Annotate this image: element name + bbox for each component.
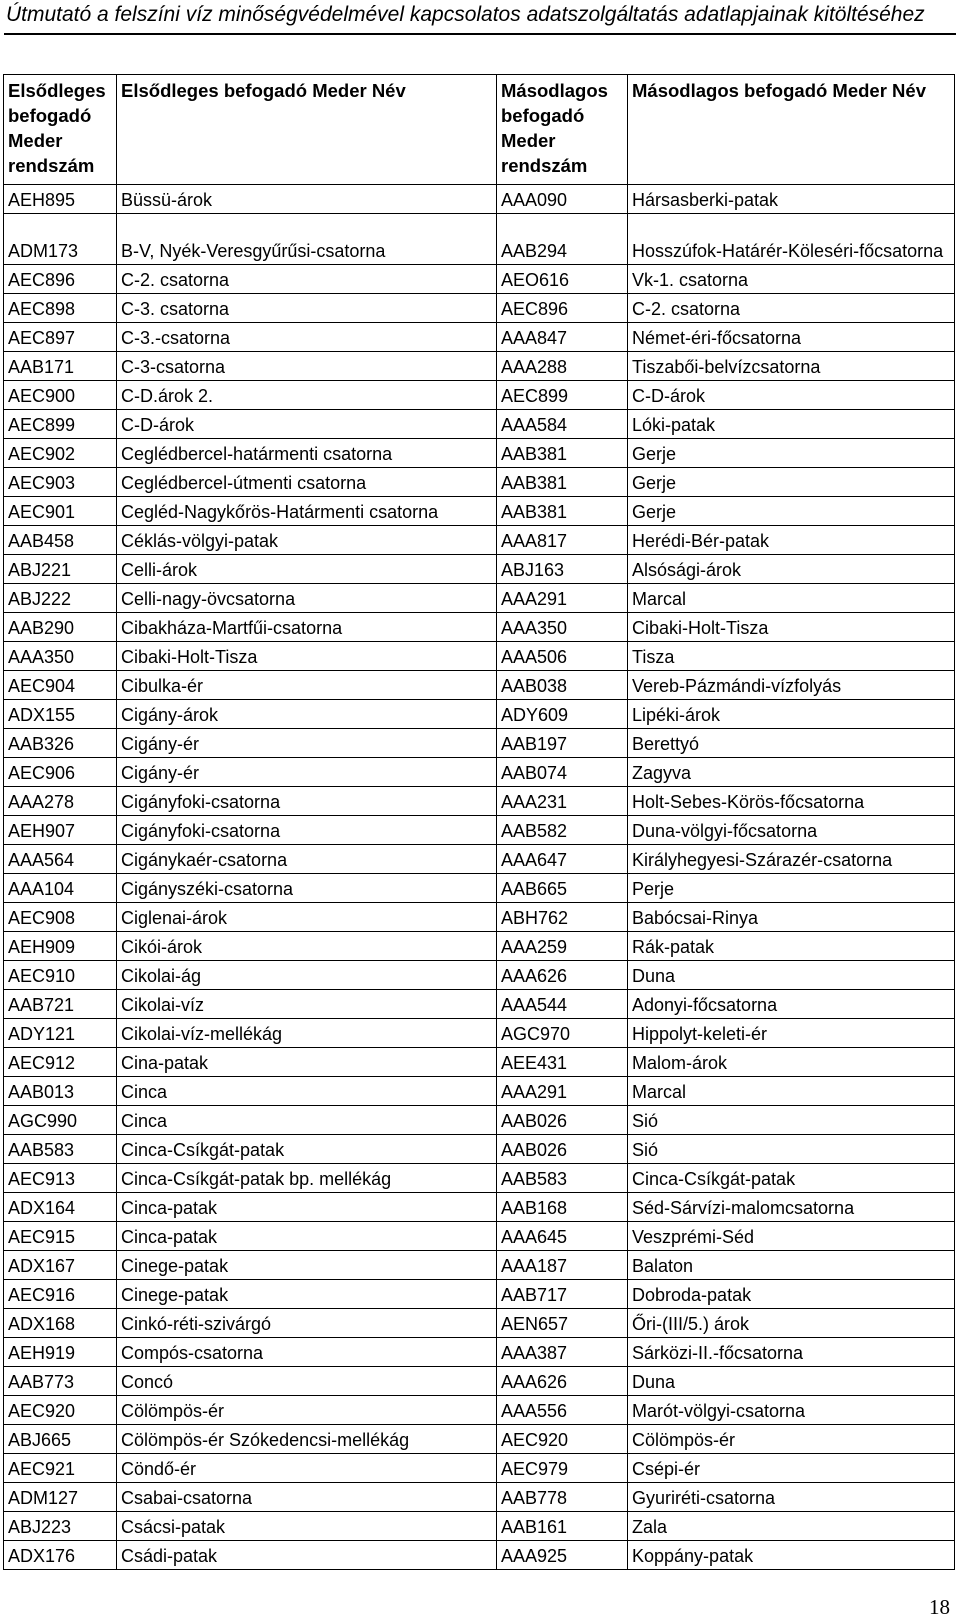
- primary-code-cell: AEC906: [4, 758, 117, 787]
- primary-code-cell: ADX168: [4, 1309, 117, 1338]
- primary-code-cell: ABJ223: [4, 1512, 117, 1541]
- secondary-name-cell: Duna: [628, 1367, 955, 1396]
- primary-code-cell: AEC913: [4, 1164, 117, 1193]
- secondary-name-cell: C-D-árok: [628, 381, 955, 410]
- primary-name-cell: C-2. csatorna: [117, 265, 497, 294]
- primary-code-cell: ADY121: [4, 1019, 117, 1048]
- primary-name-cell: Cinkó-réti-szivárgó: [117, 1309, 497, 1338]
- primary-name-cell: C-D.árok 2.: [117, 381, 497, 410]
- secondary-name-cell: Német-éri-főcsatorna: [628, 323, 955, 352]
- secondary-code-cell: AAA817: [497, 526, 628, 555]
- secondary-name-cell: Rák-patak: [628, 932, 955, 961]
- primary-code-cell: ABJ221: [4, 555, 117, 584]
- table-row: [4, 758, 955, 787]
- secondary-code-cell: AEE431: [497, 1048, 628, 1077]
- primary-code-cell: AEH907: [4, 816, 117, 845]
- secondary-name-cell: Zagyva: [628, 758, 955, 787]
- secondary-code-cell: AAB038: [497, 671, 628, 700]
- primary-name-cell: Ceglédbercel-határmenti csatorna: [117, 439, 497, 468]
- header-secondary-name: Másodlagos befogadó Meder Név: [628, 75, 955, 185]
- secondary-name-cell: Holt-Sebes-Körös-főcsatorna: [628, 787, 955, 816]
- table-row: [4, 874, 955, 903]
- secondary-code-cell: AEC896: [497, 294, 628, 323]
- secondary-name-cell: Vk-1. csatorna: [628, 265, 955, 294]
- table-row: [4, 1309, 955, 1338]
- secondary-name-cell: Babócsai-Rinya: [628, 903, 955, 932]
- primary-code-cell: AGC990: [4, 1106, 117, 1135]
- secondary-name-cell: Veszprémi-Séd: [628, 1222, 955, 1251]
- primary-code-cell: ABJ665: [4, 1425, 117, 1454]
- table-row: [4, 816, 955, 845]
- secondary-code-cell: AAB026: [497, 1135, 628, 1164]
- primary-name-cell: Ciglenai-árok: [117, 903, 497, 932]
- primary-name-cell: Concó: [117, 1367, 497, 1396]
- primary-code-cell: AEC898: [4, 294, 117, 323]
- primary-code-cell: AAA278: [4, 787, 117, 816]
- table-row: [4, 1541, 955, 1570]
- table-row: [4, 700, 955, 729]
- table-row: [4, 1077, 955, 1106]
- table-row: [4, 185, 955, 214]
- primary-name-cell: C-D-árok: [117, 410, 497, 439]
- secondary-code-cell: AEC920: [497, 1425, 628, 1454]
- primary-code-cell: AAA104: [4, 874, 117, 903]
- secondary-code-cell: ADY609: [497, 700, 628, 729]
- secondary-name-cell: Zala: [628, 1512, 955, 1541]
- secondary-name-cell: Gerje: [628, 497, 955, 526]
- secondary-code-cell: AAA291: [497, 584, 628, 613]
- secondary-name-cell: Sió: [628, 1135, 955, 1164]
- secondary-name-cell: Csépi-ér: [628, 1454, 955, 1483]
- secondary-code-cell: AEO616: [497, 265, 628, 294]
- primary-name-cell: Cegléd-Nagykőrös-Határmenti csatorna: [117, 497, 497, 526]
- table-row: [4, 1483, 955, 1512]
- primary-code-cell: AEC903: [4, 468, 117, 497]
- table-row: [4, 613, 955, 642]
- primary-code-cell: AEH909: [4, 932, 117, 961]
- secondary-name-cell: Lipéki-árok: [628, 700, 955, 729]
- secondary-code-cell: AAA350: [497, 613, 628, 642]
- table-row: [4, 729, 955, 758]
- primary-name-cell: Celli-árok: [117, 555, 497, 584]
- primary-code-cell: AEH919: [4, 1338, 117, 1367]
- primary-name-cell: B-V, Nyék-Veresgyűrűsi-csatorna: [117, 214, 497, 265]
- primary-code-cell: ADM127: [4, 1483, 117, 1512]
- table-row: [4, 1338, 955, 1367]
- table-row: [4, 294, 955, 323]
- table-row: [4, 1396, 955, 1425]
- primary-name-cell: Cigány-ér: [117, 758, 497, 787]
- secondary-code-cell: AAB074: [497, 758, 628, 787]
- secondary-name-cell: Gyuriréti-csatorna: [628, 1483, 955, 1512]
- primary-code-cell: AEH895: [4, 185, 117, 214]
- table-row: [4, 845, 955, 874]
- primary-name-cell: Büssü-árok: [117, 185, 497, 214]
- table-row: [4, 352, 955, 381]
- secondary-code-cell: AAB665: [497, 874, 628, 903]
- secondary-name-cell: Perje: [628, 874, 955, 903]
- document-header-title: Útmutató a felszíni víz minőségvédelmével kapcsolatos adatszolgáltatás adatlapjainak kitöltéséhez: [6, 3, 925, 26]
- secondary-name-cell: Őri-(III/5.) árok: [628, 1309, 955, 1338]
- secondary-code-cell: AAA387: [497, 1338, 628, 1367]
- table-row: [4, 1454, 955, 1483]
- secondary-name-cell: Hosszúfok-Határér-Köleséri-főcsatorna: [628, 214, 955, 265]
- table-row: [4, 1367, 955, 1396]
- table-row: [4, 1251, 955, 1280]
- table-row: [4, 787, 955, 816]
- primary-code-cell: AEC915: [4, 1222, 117, 1251]
- header-divider: [4, 33, 956, 35]
- secondary-code-cell: AAA288: [497, 352, 628, 381]
- primary-name-cell: Cigánykaér-csatorna: [117, 845, 497, 874]
- table-row: [4, 1193, 955, 1222]
- table-header-row: [4, 75, 955, 185]
- secondary-name-cell: Balaton: [628, 1251, 955, 1280]
- primary-code-cell: ADX167: [4, 1251, 117, 1280]
- secondary-name-cell: Sárközi-II.-főcsatorna: [628, 1338, 955, 1367]
- secondary-code-cell: AAA647: [497, 845, 628, 874]
- table-row: [4, 1106, 955, 1135]
- primary-name-cell: Ceglédbercel-útmenti csatorna: [117, 468, 497, 497]
- secondary-name-cell: Marót-völgyi-csatorna: [628, 1396, 955, 1425]
- secondary-code-cell: AAB381: [497, 468, 628, 497]
- primary-code-cell: ADX164: [4, 1193, 117, 1222]
- primary-code-cell: AEC916: [4, 1280, 117, 1309]
- table-row: [4, 497, 955, 526]
- secondary-code-cell: AAB294: [497, 214, 628, 265]
- secondary-code-cell: AAB197: [497, 729, 628, 758]
- table-row: [4, 1425, 955, 1454]
- header-primary-name: Elsődleges befogadó Meder Név: [117, 75, 497, 185]
- secondary-code-cell: AAB717: [497, 1280, 628, 1309]
- secondary-name-cell: Hársasberki-patak: [628, 185, 955, 214]
- secondary-name-cell: Malom-árok: [628, 1048, 955, 1077]
- primary-code-cell: AEC901: [4, 497, 117, 526]
- secondary-name-cell: Gerje: [628, 439, 955, 468]
- primary-name-cell: Cinege-patak: [117, 1280, 497, 1309]
- secondary-code-cell: AAA626: [497, 961, 628, 990]
- table-row: [4, 671, 955, 700]
- primary-name-cell: Cinca: [117, 1077, 497, 1106]
- primary-name-cell: Cinca-patak: [117, 1193, 497, 1222]
- table-row: [4, 1512, 955, 1541]
- primary-name-cell: Cinca-Csíkgát-patak: [117, 1135, 497, 1164]
- secondary-code-cell: AAB168: [497, 1193, 628, 1222]
- secondary-code-cell: AAB778: [497, 1483, 628, 1512]
- primary-code-cell: AAA350: [4, 642, 117, 671]
- secondary-code-cell: AAB582: [497, 816, 628, 845]
- primary-code-cell: AEC902: [4, 439, 117, 468]
- table-row: [4, 932, 955, 961]
- primary-name-cell: Compós-csatorna: [117, 1338, 497, 1367]
- primary-code-cell: AEC900: [4, 381, 117, 410]
- primary-name-cell: C-3-csatorna: [117, 352, 497, 381]
- secondary-name-cell: Koppány-patak: [628, 1541, 955, 1570]
- secondary-name-cell: Herédi-Bér-patak: [628, 526, 955, 555]
- primary-name-cell: Cikolai-víz: [117, 990, 497, 1019]
- watercourse-table: [3, 74, 955, 1570]
- secondary-code-cell: AAB583: [497, 1164, 628, 1193]
- secondary-name-cell: Dobroda-patak: [628, 1280, 955, 1309]
- primary-code-cell: AEC912: [4, 1048, 117, 1077]
- primary-name-cell: Cigányszéki-csatorna: [117, 874, 497, 903]
- secondary-code-cell: AAB026: [497, 1106, 628, 1135]
- primary-name-cell: Cibakháza-Martfűi-csatorna: [117, 613, 497, 642]
- table-row: [4, 265, 955, 294]
- secondary-name-cell: Adonyi-főcsatorna: [628, 990, 955, 1019]
- primary-code-cell: AEC897: [4, 323, 117, 352]
- primary-code-cell: AEC904: [4, 671, 117, 700]
- primary-name-cell: Csácsi-patak: [117, 1512, 497, 1541]
- primary-code-cell: AEC910: [4, 961, 117, 990]
- secondary-name-cell: Duna-völgyi-főcsatorna: [628, 816, 955, 845]
- primary-name-cell: Cigányfoki-csatorna: [117, 787, 497, 816]
- table-row: [4, 990, 955, 1019]
- primary-code-cell: ABJ222: [4, 584, 117, 613]
- secondary-code-cell: AAA090: [497, 185, 628, 214]
- secondary-code-cell: AAB161: [497, 1512, 628, 1541]
- secondary-name-cell: Lóki-patak: [628, 410, 955, 439]
- secondary-code-cell: AAB381: [497, 439, 628, 468]
- secondary-code-cell: AAA645: [497, 1222, 628, 1251]
- header-secondary-code: Másodlagos befogadó Meder rendszám: [497, 75, 628, 185]
- primary-code-cell: AAB326: [4, 729, 117, 758]
- secondary-name-cell: Marcal: [628, 1077, 955, 1106]
- secondary-name-cell: Királyhegyesi-Szárazér-csatorna: [628, 845, 955, 874]
- primary-name-cell: Celli-nagy-övcsatorna: [117, 584, 497, 613]
- primary-name-cell: Csádi-patak: [117, 1541, 497, 1570]
- primary-code-cell: AAB171: [4, 352, 117, 381]
- primary-name-cell: C-3.-csatorna: [117, 323, 497, 352]
- secondary-code-cell: AAA556: [497, 1396, 628, 1425]
- secondary-name-cell: Duna: [628, 961, 955, 990]
- primary-code-cell: ADX155: [4, 700, 117, 729]
- primary-code-cell: AAB013: [4, 1077, 117, 1106]
- secondary-name-cell: Hippolyt-keleti-ér: [628, 1019, 955, 1048]
- primary-code-cell: ADX176: [4, 1541, 117, 1570]
- table-row: [4, 1164, 955, 1193]
- table-row: [4, 526, 955, 555]
- secondary-name-cell: Vereb-Pázmándi-vízfolyás: [628, 671, 955, 700]
- table-row: [4, 214, 955, 265]
- secondary-code-cell: AAA187: [497, 1251, 628, 1280]
- primary-name-cell: Cikolai-víz-mellékág: [117, 1019, 497, 1048]
- primary-code-cell: AAB721: [4, 990, 117, 1019]
- secondary-name-cell: Marcal: [628, 584, 955, 613]
- table-row: [4, 468, 955, 497]
- secondary-code-cell: AEN657: [497, 1309, 628, 1338]
- secondary-code-cell: AAA291: [497, 1077, 628, 1106]
- table-row: [4, 1135, 955, 1164]
- secondary-code-cell: ABJ163: [497, 555, 628, 584]
- table-row: [4, 410, 955, 439]
- primary-name-cell: Cikolai-ág: [117, 961, 497, 990]
- secondary-name-cell: Berettyó: [628, 729, 955, 758]
- primary-code-cell: AEC899: [4, 410, 117, 439]
- primary-name-cell: Cöndő-ér: [117, 1454, 497, 1483]
- table-row: [4, 1048, 955, 1077]
- secondary-name-cell: Cibaki-Holt-Tisza: [628, 613, 955, 642]
- header-primary-code: Elsődleges befogadó Meder rendszám: [4, 75, 117, 185]
- primary-code-cell: AEC921: [4, 1454, 117, 1483]
- secondary-name-cell: Tisza: [628, 642, 955, 671]
- primary-code-cell: ADM173: [4, 214, 117, 265]
- table-row: [4, 381, 955, 410]
- secondary-code-cell: AGC970: [497, 1019, 628, 1048]
- secondary-code-cell: AAA231: [497, 787, 628, 816]
- primary-name-cell: Cigányfoki-csatorna: [117, 816, 497, 845]
- secondary-name-cell: Séd-Sárvízi-malomcsatorna: [628, 1193, 955, 1222]
- primary-code-cell: AEC908: [4, 903, 117, 932]
- table-row: [4, 1222, 955, 1251]
- secondary-code-cell: AAA925: [497, 1541, 628, 1570]
- primary-code-cell: AAA564: [4, 845, 117, 874]
- primary-code-cell: AAB458: [4, 526, 117, 555]
- primary-name-cell: Céklás-völgyi-patak: [117, 526, 497, 555]
- primary-name-cell: Cibulka-ér: [117, 671, 497, 700]
- secondary-name-cell: Alsósági-árok: [628, 555, 955, 584]
- secondary-code-cell: AAA544: [497, 990, 628, 1019]
- document-header: [0, 0, 960, 36]
- table-body: [4, 185, 955, 1570]
- primary-name-cell: Cibaki-Holt-Tisza: [117, 642, 497, 671]
- secondary-code-cell: AAA259: [497, 932, 628, 961]
- table-row: [4, 584, 955, 613]
- secondary-code-cell: AAA626: [497, 1367, 628, 1396]
- table-row: [4, 903, 955, 932]
- primary-name-cell: Cina-patak: [117, 1048, 497, 1077]
- primary-name-cell: Cinca: [117, 1106, 497, 1135]
- primary-name-cell: Cölömpös-ér Szókedencsi-mellékág: [117, 1425, 497, 1454]
- secondary-name-cell: Tiszabői-belvízcsatorna: [628, 352, 955, 381]
- primary-name-cell: Csabai-csatorna: [117, 1483, 497, 1512]
- secondary-name-cell: Cölömpös-ér: [628, 1425, 955, 1454]
- table-row: [4, 1280, 955, 1309]
- page-number: 18: [929, 1595, 950, 1619]
- secondary-name-cell: Cinca-Csíkgát-patak: [628, 1164, 955, 1193]
- secondary-name-cell: C-2. csatorna: [628, 294, 955, 323]
- secondary-code-cell: AAA506: [497, 642, 628, 671]
- secondary-code-cell: AEC899: [497, 381, 628, 410]
- primary-code-cell: AEC896: [4, 265, 117, 294]
- primary-code-cell: AAB290: [4, 613, 117, 642]
- secondary-code-cell: AAA847: [497, 323, 628, 352]
- secondary-code-cell: AEC979: [497, 1454, 628, 1483]
- secondary-code-cell: AAB381: [497, 497, 628, 526]
- primary-name-cell: Cigány-ér: [117, 729, 497, 758]
- primary-name-cell: Cigány-árok: [117, 700, 497, 729]
- table-row: [4, 439, 955, 468]
- table-row: [4, 323, 955, 352]
- primary-name-cell: Cinca-Csíkgát-patak bp. mellékág: [117, 1164, 497, 1193]
- primary-name-cell: Cinege-patak: [117, 1251, 497, 1280]
- secondary-code-cell: AAA584: [497, 410, 628, 439]
- primary-code-cell: AEC920: [4, 1396, 117, 1425]
- primary-name-cell: Cinca-patak: [117, 1222, 497, 1251]
- table-row: [4, 1019, 955, 1048]
- secondary-name-cell: Sió: [628, 1106, 955, 1135]
- primary-code-cell: AAB773: [4, 1367, 117, 1396]
- primary-name-cell: Cölömpös-ér: [117, 1396, 497, 1425]
- table-row: [4, 642, 955, 671]
- table-row: [4, 555, 955, 584]
- primary-name-cell: C-3. csatorna: [117, 294, 497, 323]
- primary-name-cell: Cikói-árok: [117, 932, 497, 961]
- secondary-name-cell: Gerje: [628, 468, 955, 497]
- secondary-code-cell: ABH762: [497, 903, 628, 932]
- primary-code-cell: AAB583: [4, 1135, 117, 1164]
- table-row: [4, 961, 955, 990]
